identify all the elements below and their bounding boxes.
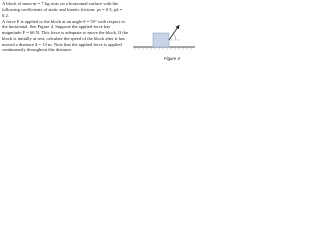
figure-4 [131,3,198,67]
angle-arc [173,34,176,40]
problem-paragraph-2: A force F is applied to the block at an angle θ = 55° with respect to the horizontal. See Figure 4. Suppose the applied force has magnitude F = 60 N. This force is adequate to move the block. If the block is initially at rest, calculate the speed of the block after it has moved a distance d = 13 m. Note that the applied force is applied continuously throughout this distance. [2,18,128,53]
block [153,33,169,47]
figure-caption: Figure 4 [164,56,180,61]
force-arrow [169,26,179,41]
problem-paragraph-1: A block of mass m = 7 kg rests on a horizontal surface with the following coefficients of static and kinetic friction: μs = 0.5, μk = 0.2. [2,1,123,18]
ground-hatching [134,47,192,50]
problem-statement [2,1,130,53]
